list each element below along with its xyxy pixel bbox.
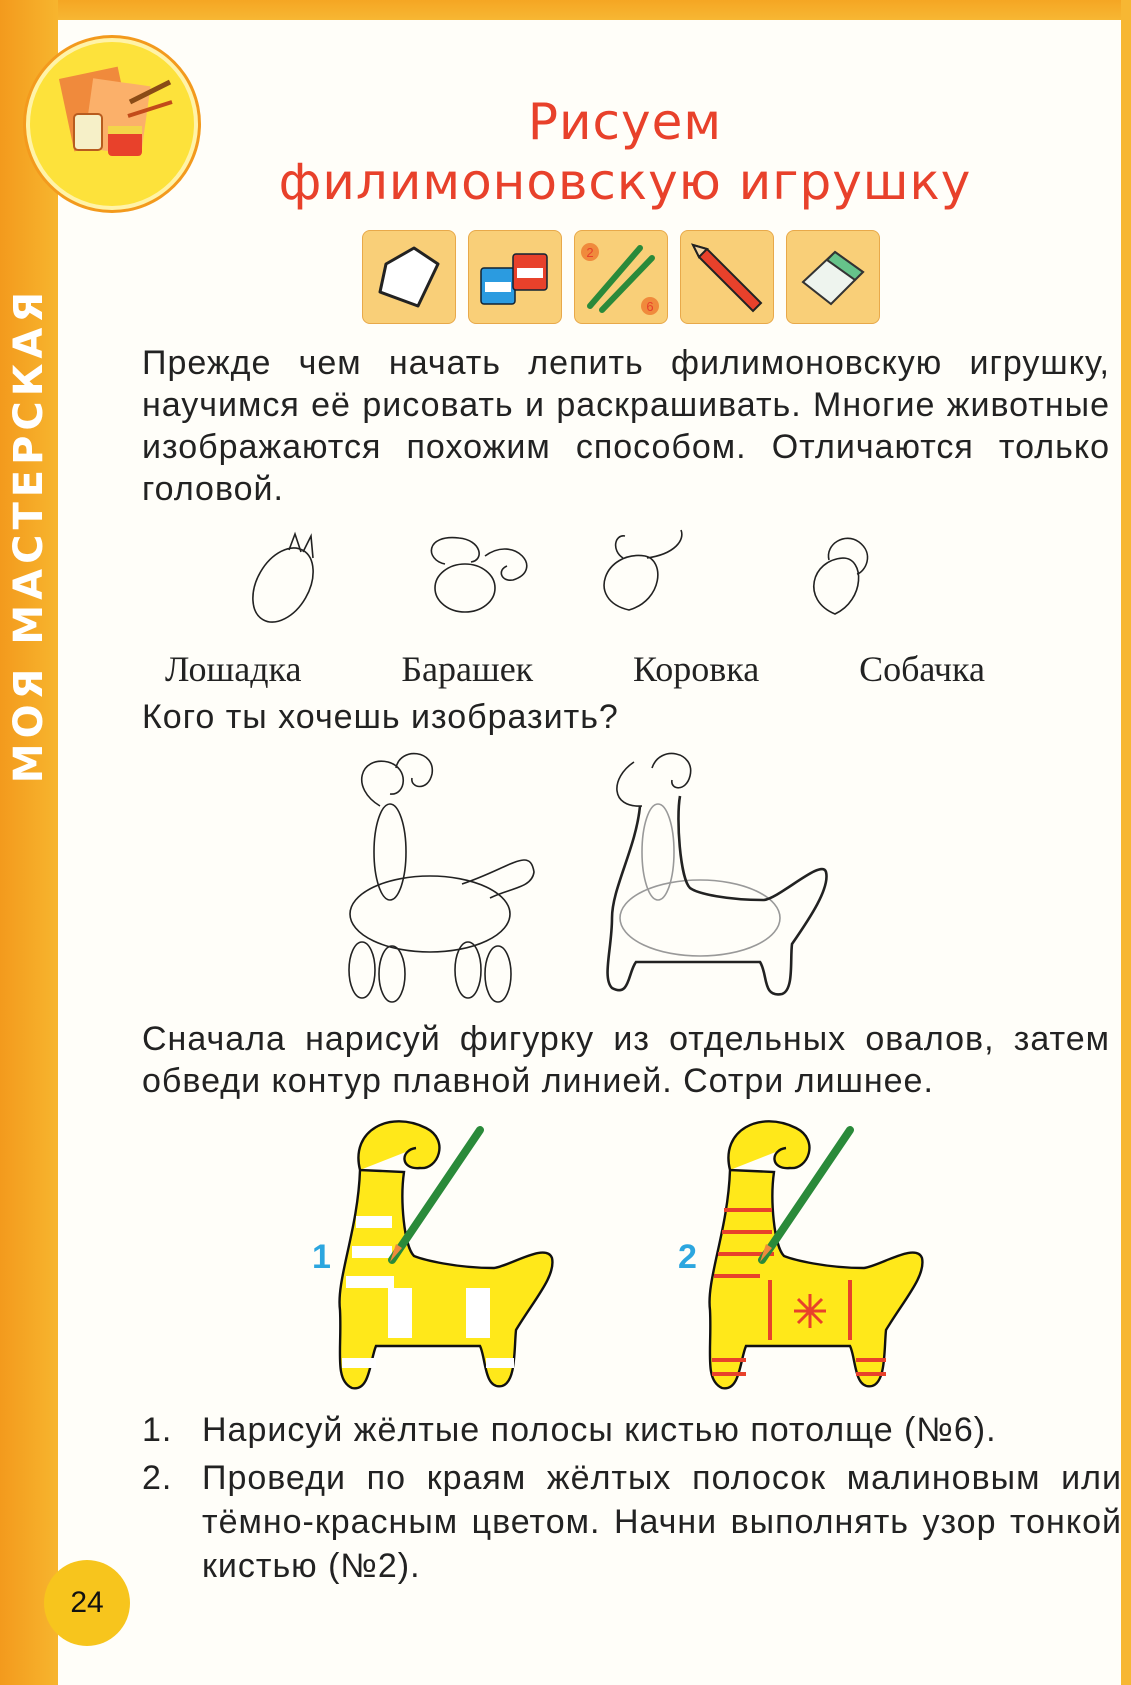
brush-size-6: 6 [646,299,654,314]
animal-label-cow: Коровка [633,649,760,689]
title-line-1: Рисуем [527,93,723,151]
step-number: 1. [142,1411,173,1449]
animal-label-horse: Лошадка [165,649,302,689]
tool-eraser [786,230,880,324]
art-supplies-icon [30,42,194,206]
page-top-border [0,0,1131,20]
instruction-paragraph: Сначала нарисуй фигурку из отдельных овалов, затем обведи контур плавной линией. Сотри лишнее. [142,1020,1110,1100]
title-line-2: филимоновскую игрушку [278,153,972,211]
lamb-head-sketch [431,538,526,612]
brushes-icon [578,234,664,320]
list-item [142,1408,1122,1452]
brush-size-2: 2 [586,245,594,260]
lamb-red-pattern [700,1110,960,1400]
page-number: 24 [70,1586,104,1619]
question-text: Кого ты хочешь изобразить? [142,698,619,736]
page-right-border [1121,0,1131,1685]
animal-label-lamb: Барашек [401,649,534,689]
step-number: 2. [142,1459,173,1497]
steps-list [142,1408,1122,1592]
intro-paragraph: Прежде чем начать лепить филимоновскую игрушку, научимся её рисовать и раскрашивать. Многие животные изображаются похожим способом. Отличаются только головой. [142,344,1110,508]
animal-names [165,648,985,690]
tool-pencil [680,230,774,324]
art-supplies-badge [26,38,198,210]
paper-icon [374,242,444,312]
animal-heads-row [245,530,965,630]
paint-jars-icon [475,242,555,312]
horse-head-sketch [240,534,325,633]
tool-paints [468,230,562,324]
materials-row [362,230,880,324]
step-text: Проведи по краям жёлтых полосок малиновым или тёмно-красным цветом. Начни выполнять узор тонкой кистью (№2). [202,1459,1122,1585]
step-text: Нарисуй жёлтые полосы кистью потолще (№6). [202,1411,997,1449]
list-item [142,1456,1122,1588]
pencil-icon [687,237,767,317]
lamb-ovals-sketch [340,748,840,1018]
step-label-2: 2 [678,1238,697,1276]
dog-head-sketch [814,538,868,614]
tool-brushes [574,230,668,324]
tool-paper [362,230,456,324]
lamb-yellow-stripes [330,1110,590,1400]
cow-head-sketch [604,530,682,610]
animal-label-dog: Собачка [859,649,985,689]
section-label: МОЯ МАСТЕРСКАЯ [6,286,52,784]
step-label-1: 1 [312,1238,331,1276]
section-sidebar [0,0,58,1685]
eraser-icon [795,242,871,312]
page-title [240,92,1010,212]
